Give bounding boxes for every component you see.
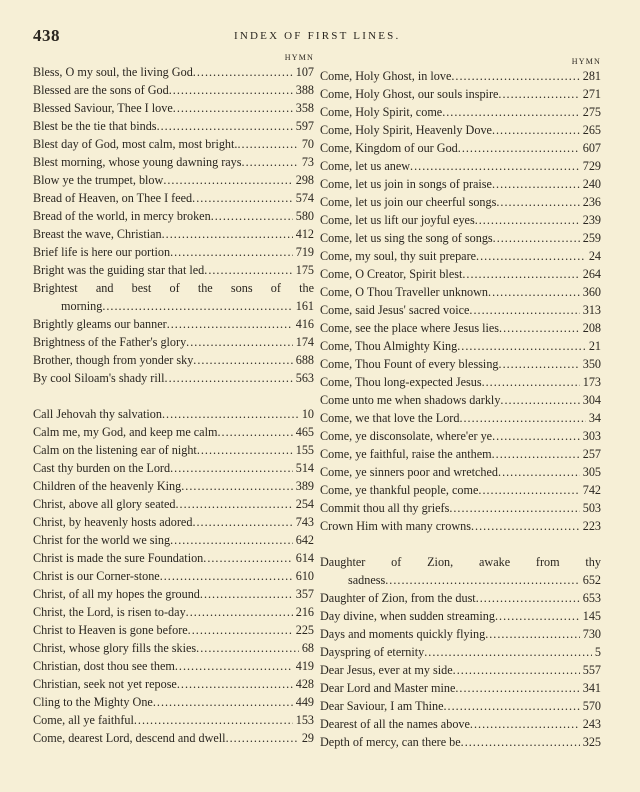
first-line-text: Come, ye sinners poor and wretched .....	[320, 465, 601, 479]
first-line-text: Blest be the tie that binds .....	[33, 119, 314, 133]
hymn-number: 271	[580, 85, 601, 103]
first-line-text: Christ, above all glory seated .....	[33, 497, 314, 511]
entry-group	[33, 405, 314, 747]
index-entry	[33, 135, 314, 153]
hymn-number: 557	[580, 661, 601, 679]
first-line-text: Christ, the Lord, is risen to-day .....	[33, 605, 314, 619]
index-entry	[320, 355, 601, 373]
hymn-number: 208	[580, 319, 601, 337]
hymn-number: 570	[580, 697, 601, 715]
hymn-number: 175	[293, 261, 314, 279]
first-line-text: sadness .....	[348, 573, 601, 587]
hymn-number: 68	[299, 639, 314, 657]
first-line-text: Cling to the Mighty One .....	[33, 695, 314, 709]
hymn-number: 305	[580, 463, 601, 481]
index-entry	[33, 225, 314, 243]
hymn-number: 21	[586, 337, 601, 355]
index-entry	[320, 319, 601, 337]
index-entry	[33, 621, 314, 639]
first-line-text: Come, Kingdom of our God .....	[320, 141, 601, 155]
index-entry	[320, 679, 601, 697]
page-title: INDEX OF FIRST LINES.	[234, 30, 401, 42]
wrapped-entry-continuation	[33, 297, 314, 315]
index-entry	[320, 625, 601, 643]
hymn-number: 607	[580, 139, 601, 157]
hymn-number: 597	[293, 117, 314, 135]
first-line-text: Daughter of Zion, from the dust .....	[320, 591, 601, 605]
index-entry	[320, 103, 601, 121]
index-entry	[33, 153, 314, 171]
hymn-number: 358	[293, 99, 314, 117]
index-entry	[33, 603, 314, 621]
index-entry	[320, 661, 601, 679]
index-entry	[33, 405, 314, 423]
index-entry	[33, 477, 314, 495]
hymn-number: 264	[580, 265, 601, 283]
first-line-text: Bless, O my soul, the living God .....	[33, 65, 314, 79]
index-column-left	[33, 52, 314, 747]
first-line-text: Christian, seek not yet repose .....	[33, 677, 314, 691]
index-entry	[33, 315, 314, 333]
entry-group	[33, 63, 314, 279]
hymn-number: 419	[293, 657, 314, 675]
index-entry	[320, 85, 601, 103]
index-entry	[320, 67, 601, 85]
first-line-text: Crown Him with many crowns .....	[320, 519, 601, 533]
first-line-text: Brightness of the Father's glory .....	[33, 335, 314, 349]
hymn-number: 73	[299, 153, 314, 171]
first-line-text: Come, see the place where Jesus lies .....	[320, 321, 601, 335]
hymn-number: 70	[299, 135, 314, 153]
index-entry	[33, 81, 314, 99]
hymn-number: 275	[580, 103, 601, 121]
hymn-number: 652	[580, 571, 601, 589]
index-entry	[33, 729, 314, 747]
hymn-number: 350	[580, 355, 601, 373]
section-gap	[320, 535, 601, 553]
index-entry	[33, 99, 314, 117]
first-line-text: Come, Holy Ghost, in love .....	[320, 69, 601, 83]
index-entry	[33, 513, 314, 531]
index-entry	[33, 585, 314, 603]
entry-group	[33, 315, 314, 387]
first-line-text: Children of the heavenly King .....	[33, 479, 314, 493]
index-entry	[320, 301, 601, 319]
hymn-number: 719	[293, 243, 314, 261]
index-entry	[320, 211, 601, 229]
first-line-text: Dear Jesus, ever at my side .....	[320, 663, 601, 677]
first-line-text: Come, let us join our cheerful songs .....	[320, 195, 601, 209]
index-entry	[320, 697, 601, 715]
index-entry	[33, 441, 314, 459]
hymn-number: 107	[293, 63, 314, 81]
hymn-number: 449	[293, 693, 314, 711]
page-number: 438	[33, 26, 60, 45]
index-entry	[33, 711, 314, 729]
first-line-text: Christ, whose glory fills the skies .....	[33, 641, 314, 655]
first-line-text: Come, Thou Almighty King .....	[320, 339, 601, 353]
index-entry	[320, 463, 601, 481]
first-line-text: Breast the wave, Christian .....	[33, 227, 314, 241]
hymn-number: 257	[580, 445, 601, 463]
first-line-text: Cast thy burden on the Lord .....	[33, 461, 314, 475]
hymn-number: 174	[293, 333, 314, 351]
index-entry	[320, 715, 601, 733]
index-entry	[320, 337, 601, 355]
hymn-number: 416	[293, 315, 314, 333]
first-line-text: Dayspring of eternity .....	[320, 645, 601, 659]
index-entry	[33, 423, 314, 441]
index-entry	[33, 189, 314, 207]
entry-group	[320, 67, 601, 535]
index-entry	[320, 409, 601, 427]
hymn-number: 388	[293, 81, 314, 99]
hymn-number: 281	[580, 67, 601, 85]
first-line-text: Bread of Heaven, on Thee I feed .....	[33, 191, 314, 205]
first-line-text: Depth of mercy, can there be .....	[320, 735, 601, 749]
hymn-column-header: HYMN	[571, 57, 601, 66]
first-line-text: Commit thou all thy griefs .....	[320, 501, 601, 515]
first-line-text: Come, ye thankful people, come .....	[320, 483, 601, 497]
index-entry	[320, 481, 601, 499]
hymn-number: 465	[293, 423, 314, 441]
hymn-number: 313	[580, 301, 601, 319]
hymn-number: 5	[592, 643, 601, 661]
first-line-text: Dear Saviour, I am Thine .....	[320, 699, 601, 713]
index-entry	[33, 117, 314, 135]
index-entry	[33, 333, 314, 351]
hymn-number: 259	[580, 229, 601, 247]
hymn-number: 503	[580, 499, 601, 517]
entry-group	[320, 589, 601, 751]
index-entry	[320, 373, 601, 391]
index-entry	[320, 139, 601, 157]
index-entry	[33, 693, 314, 711]
first-line-text: Call Jehovah thy salvation .....	[33, 407, 314, 421]
index-entry	[320, 265, 601, 283]
hymn-number: 325	[580, 733, 601, 751]
wrapped-entry-first-line: Brightest and best of the sons of the	[33, 281, 314, 295]
first-line-text: Brief life is here our portion .....	[33, 245, 314, 259]
first-line-text: Bread of the world, in mercy broken .....	[33, 209, 314, 223]
first-line-text: Come, we that love the Lord .....	[320, 411, 601, 425]
hymn-number: 254	[293, 495, 314, 513]
hymn-number: 216	[293, 603, 314, 621]
hymn-number: 357	[293, 585, 314, 603]
first-line-text: Calm me, my God, and keep me calm .....	[33, 425, 314, 439]
hymn-number: 574	[293, 189, 314, 207]
first-line-text: Come, ye disconsolate, where'er ye .....	[320, 429, 601, 443]
index-entry	[320, 589, 601, 607]
index-entry	[320, 247, 601, 265]
hymn-number: 742	[580, 481, 601, 499]
first-line-text: Christ, by heavenly hosts adored .....	[33, 515, 314, 529]
first-line-text: Dear Lord and Master mine .....	[320, 681, 601, 695]
first-line-text: Come, O Thou Traveller unknown .....	[320, 285, 601, 299]
first-line-text: Day divine, when sudden streaming .....	[320, 609, 601, 623]
index-entry	[33, 261, 314, 279]
first-line-text: Come, dearest Lord, descend and dwell .....	[33, 731, 314, 745]
index-entry	[33, 459, 314, 477]
first-line-text: Come, let us lift our joyful eyes .....	[320, 213, 601, 227]
hymn-number: 730	[580, 625, 601, 643]
first-line-text: Calm on the listening ear of night .....	[33, 443, 314, 457]
hymn-number: 360	[580, 283, 601, 301]
index-entry	[320, 229, 601, 247]
wrapped-entry-continuation	[320, 571, 601, 589]
hymn-number: 614	[293, 549, 314, 567]
hymn-number: 161	[293, 297, 314, 315]
first-line-text: Christ, of all my hopes the ground .....	[33, 587, 314, 601]
first-line-text: Come, ye faithful, raise the anthem .....	[320, 447, 601, 461]
index-entry	[33, 369, 314, 387]
index-entry	[320, 391, 601, 409]
index-column-right	[320, 52, 601, 751]
hymn-number: 642	[293, 531, 314, 549]
first-line-text: Blow ye the trumpet, blow .....	[33, 173, 314, 187]
hymn-number: 428	[293, 675, 314, 693]
hymn-number: 155	[293, 441, 314, 459]
index-entry	[33, 495, 314, 513]
index-entry	[33, 243, 314, 261]
index-entry	[33, 657, 314, 675]
first-line-text: Christ is our Corner-stone .....	[33, 569, 314, 583]
wrapped-entry-first-line: Daughter of Zion, awake from thy	[320, 555, 601, 569]
hymn-number: 239	[580, 211, 601, 229]
index-entry	[320, 193, 601, 211]
hymn-number: 24	[586, 247, 601, 265]
hymn-number: 610	[293, 567, 314, 585]
hymn-number: 304	[580, 391, 601, 409]
hymn-number: 514	[293, 459, 314, 477]
hymn-number: 225	[293, 621, 314, 639]
first-line-text: morning .....	[61, 299, 314, 313]
hymn-number: 10	[299, 405, 314, 423]
index-entry	[33, 207, 314, 225]
first-line-text: By cool Siloam's shady rill .....	[33, 371, 314, 385]
hymn-number: 688	[293, 351, 314, 369]
index-entry	[33, 549, 314, 567]
index-entry	[320, 427, 601, 445]
hymn-number: 743	[293, 513, 314, 531]
first-line-text: Brightly gleams our banner .....	[33, 317, 314, 331]
hymn-number: 412	[293, 225, 314, 243]
first-line-text: Bright was the guiding star that led .....	[33, 263, 314, 277]
hymn-number: 173	[580, 373, 601, 391]
hymn-number: 303	[580, 427, 601, 445]
wrapped-entry	[320, 553, 601, 589]
first-line-text: Brother, though from yonder sky .....	[33, 353, 314, 367]
hymn-number: 34	[586, 409, 601, 427]
first-line-text: Come, Thou long-expected Jesus .....	[320, 375, 601, 389]
hymn-number: 236	[580, 193, 601, 211]
index-entry	[320, 121, 601, 139]
hymn-number: 729	[580, 157, 601, 175]
first-line-text: Come, Holy Spirit, Heavenly Dove .....	[320, 123, 601, 137]
index-entry	[33, 639, 314, 657]
index-entry	[33, 171, 314, 189]
hymn-number: 298	[293, 171, 314, 189]
index-entry	[320, 445, 601, 463]
index-entry	[33, 675, 314, 693]
index-entry	[320, 175, 601, 193]
hymn-number: 341	[580, 679, 601, 697]
index-entry	[320, 643, 601, 661]
hymn-number: 145	[580, 607, 601, 625]
index-entry	[33, 351, 314, 369]
first-line-text: Blest morning, whose young dawning rays .....	[33, 155, 314, 169]
hymn-number: 153	[293, 711, 314, 729]
first-line-text: Come, my soul, thy suit prepare .....	[320, 249, 601, 263]
wrapped-entry	[33, 279, 314, 315]
index-entry	[320, 517, 601, 535]
first-line-text: Come, all ye faithful .....	[33, 713, 314, 727]
first-line-text: Days and moments quickly flying .....	[320, 627, 601, 641]
index-entry	[320, 607, 601, 625]
first-line-text: Come, said Jesus' sacred voice .....	[320, 303, 601, 317]
first-line-text: Come, Holy Ghost, our souls inspire .....	[320, 87, 601, 101]
index-entry	[33, 63, 314, 81]
index-entry	[33, 567, 314, 585]
hymn-number: 240	[580, 175, 601, 193]
section-gap	[33, 387, 314, 405]
first-line-text: Blessed Saviour, Thee I love .....	[33, 101, 314, 115]
first-line-text: Dearest of all the names above .....	[320, 717, 601, 731]
hymn-number: 243	[580, 715, 601, 733]
first-line-text: Christ for the world we sing .....	[33, 533, 314, 547]
hymn-number: 563	[293, 369, 314, 387]
index-entry	[320, 733, 601, 751]
first-line-text: Christian, dost thou see them .....	[33, 659, 314, 673]
first-line-text: Blest day of God, most calm, most bright. .....	[33, 137, 314, 151]
hymn-number: 580	[293, 207, 314, 225]
hymn-number: 265	[580, 121, 601, 139]
first-line-text: Christ to Heaven is gone before .....	[33, 623, 314, 637]
index-entry	[33, 531, 314, 549]
first-line-text: Come, Thou Fount of every blessing .....	[320, 357, 601, 371]
index-entry	[320, 157, 601, 175]
first-line-text: Come unto me when shadows darkly .....	[320, 393, 601, 407]
hymn-number: 223	[580, 517, 601, 535]
hymn-column-header: HYMN	[284, 53, 314, 62]
hymn-number: 653	[580, 589, 601, 607]
index-entry	[320, 283, 601, 301]
first-line-text: Come, let us anew .....	[320, 159, 601, 173]
first-line-text: Come, let us join in songs of praise .....	[320, 177, 601, 191]
first-line-text: Come, O Creator, Spirit blest .....	[320, 267, 601, 281]
first-line-text: Come, let us sing the song of songs .....	[320, 231, 601, 245]
first-line-text: Blessed are the sons of God .....	[33, 83, 314, 97]
hymn-number: 389	[293, 477, 314, 495]
hymn-number: 29	[299, 729, 314, 747]
first-line-text: Christ is made the sure Foundation .....	[33, 551, 314, 565]
first-line-text: Come, Holy Spirit, come .....	[320, 105, 601, 119]
index-entry	[320, 499, 601, 517]
